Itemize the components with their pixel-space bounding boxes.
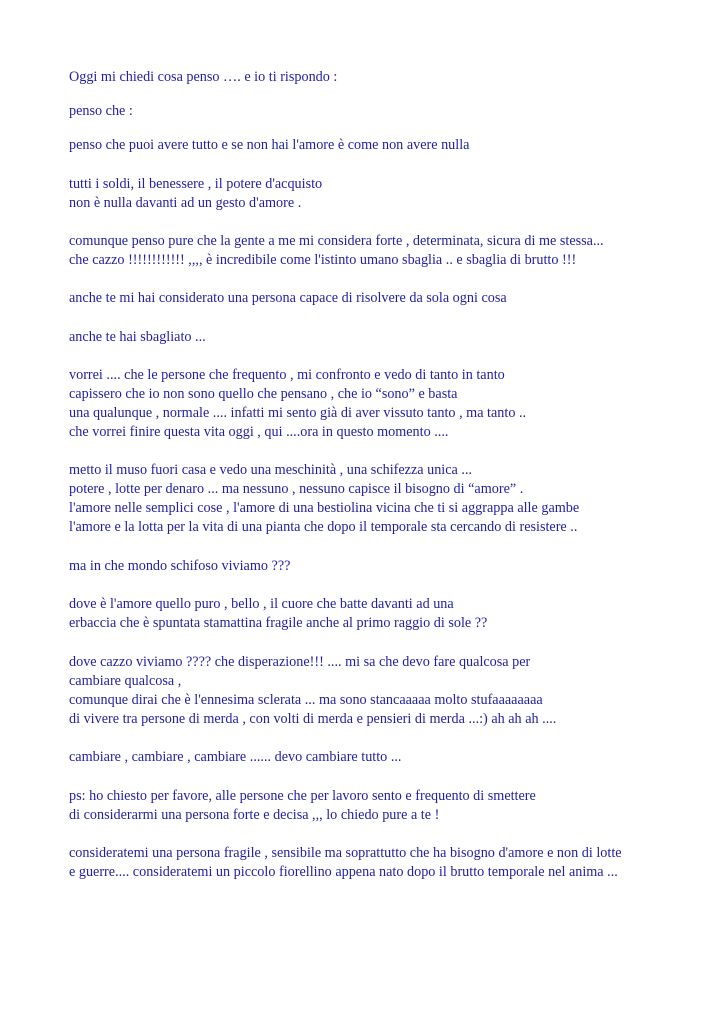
text-line: penso che puoi avere tutto e se non hai l'amore è come non avere nulla [69, 137, 470, 153]
text-line: vorrei .... che le persone che frequento , mi confronto e vedo di tanto in tanto [69, 367, 505, 383]
text-line: e guerre.... consideratemi un piccolo fiorellino appena nato dopo il brutto temporale nel anima ... [69, 864, 618, 880]
text-line: ps: ho chiesto per favore, alle persone che per lavoro sento e frequento di smettere [69, 788, 536, 804]
text-line: l'amore e la lotta per la vita di una pianta che dopo il temporale sta cercando di resistere .. [69, 519, 578, 535]
text-line: comunque penso pure che la gente a me mi considera forte , determinata, sicura di me stessa... [69, 233, 604, 249]
text-line: ma in che mondo schifoso viviamo ??? [69, 558, 291, 574]
text-line: consideratemi una persona fragile , sensibile ma soprattutto che ha bisogno d'amore e non di lotte [69, 845, 622, 861]
text-line: anche te hai sbagliato ... [69, 329, 206, 345]
text-line: cambiare , cambiare , cambiare ...... devo cambiare tutto ... [69, 749, 402, 765]
text-line: comunque dirai che è l'ennesima sclerata ... ma sono stancaaaaa molto stufaaaaaaaa [69, 692, 543, 708]
text-line: l'amore nelle semplici cose , l'amore di una bestiolina vicina che ti si aggrappa alle gambe [69, 500, 580, 516]
text-line: erbaccia che è spuntata stamattina fragile anche al primo raggio di sole ?? [69, 615, 488, 631]
text-line: che cazzo !!!!!!!!!!!! ,,,, è incredibile come l'istinto umano sbaglia .. e sbaglia di brutto !!! [69, 252, 577, 268]
text-line: di considerarmi una persona forte e decisa ,,, lo chiedo pure a te ! [69, 807, 440, 823]
text-line: tutti i soldi, il benessere , il potere d'acquisto [69, 176, 323, 192]
text-line: che vorrei finire questa vita oggi , qui ....ora in questo momento .... [69, 424, 449, 440]
text-line: anche te mi hai considerato una persona capace di risolvere da sola ogni cosa [69, 290, 507, 306]
text-line: metto il muso fuori casa e vedo una meschinità , una schifezza unica ... [69, 462, 473, 478]
text-line: Oggi mi chiedi cosa penso …. e io ti rispondo : [69, 69, 338, 85]
text-line: una qualunque , normale .... infatti mi sento già di aver vissuto tanto , ma tanto .. [69, 405, 527, 421]
text-line: di vivere tra persone di merda , con volti di merda e pensieri di merda ...:) ah ah ah .... [69, 711, 557, 727]
text-line: dove è l'amore quello puro , bello , il cuore che batte davanti ad una [69, 596, 454, 612]
text-line: potere , lotte per denaro ... ma nessuno , nessuno capisce il bisogno di “amore” . [69, 481, 524, 497]
text-line: capissero che io non sono quello che pensano , che io “sono” e basta [69, 386, 458, 402]
text-line: penso che : [69, 103, 133, 119]
text-line: cambiare qualcosa , [69, 673, 182, 689]
text-line: non è nulla davanti ad un gesto d'amore . [69, 195, 302, 211]
text-line: dove cazzo viviamo ???? che disperazione!!! .... mi sa che devo fare qualcosa per [69, 654, 531, 670]
